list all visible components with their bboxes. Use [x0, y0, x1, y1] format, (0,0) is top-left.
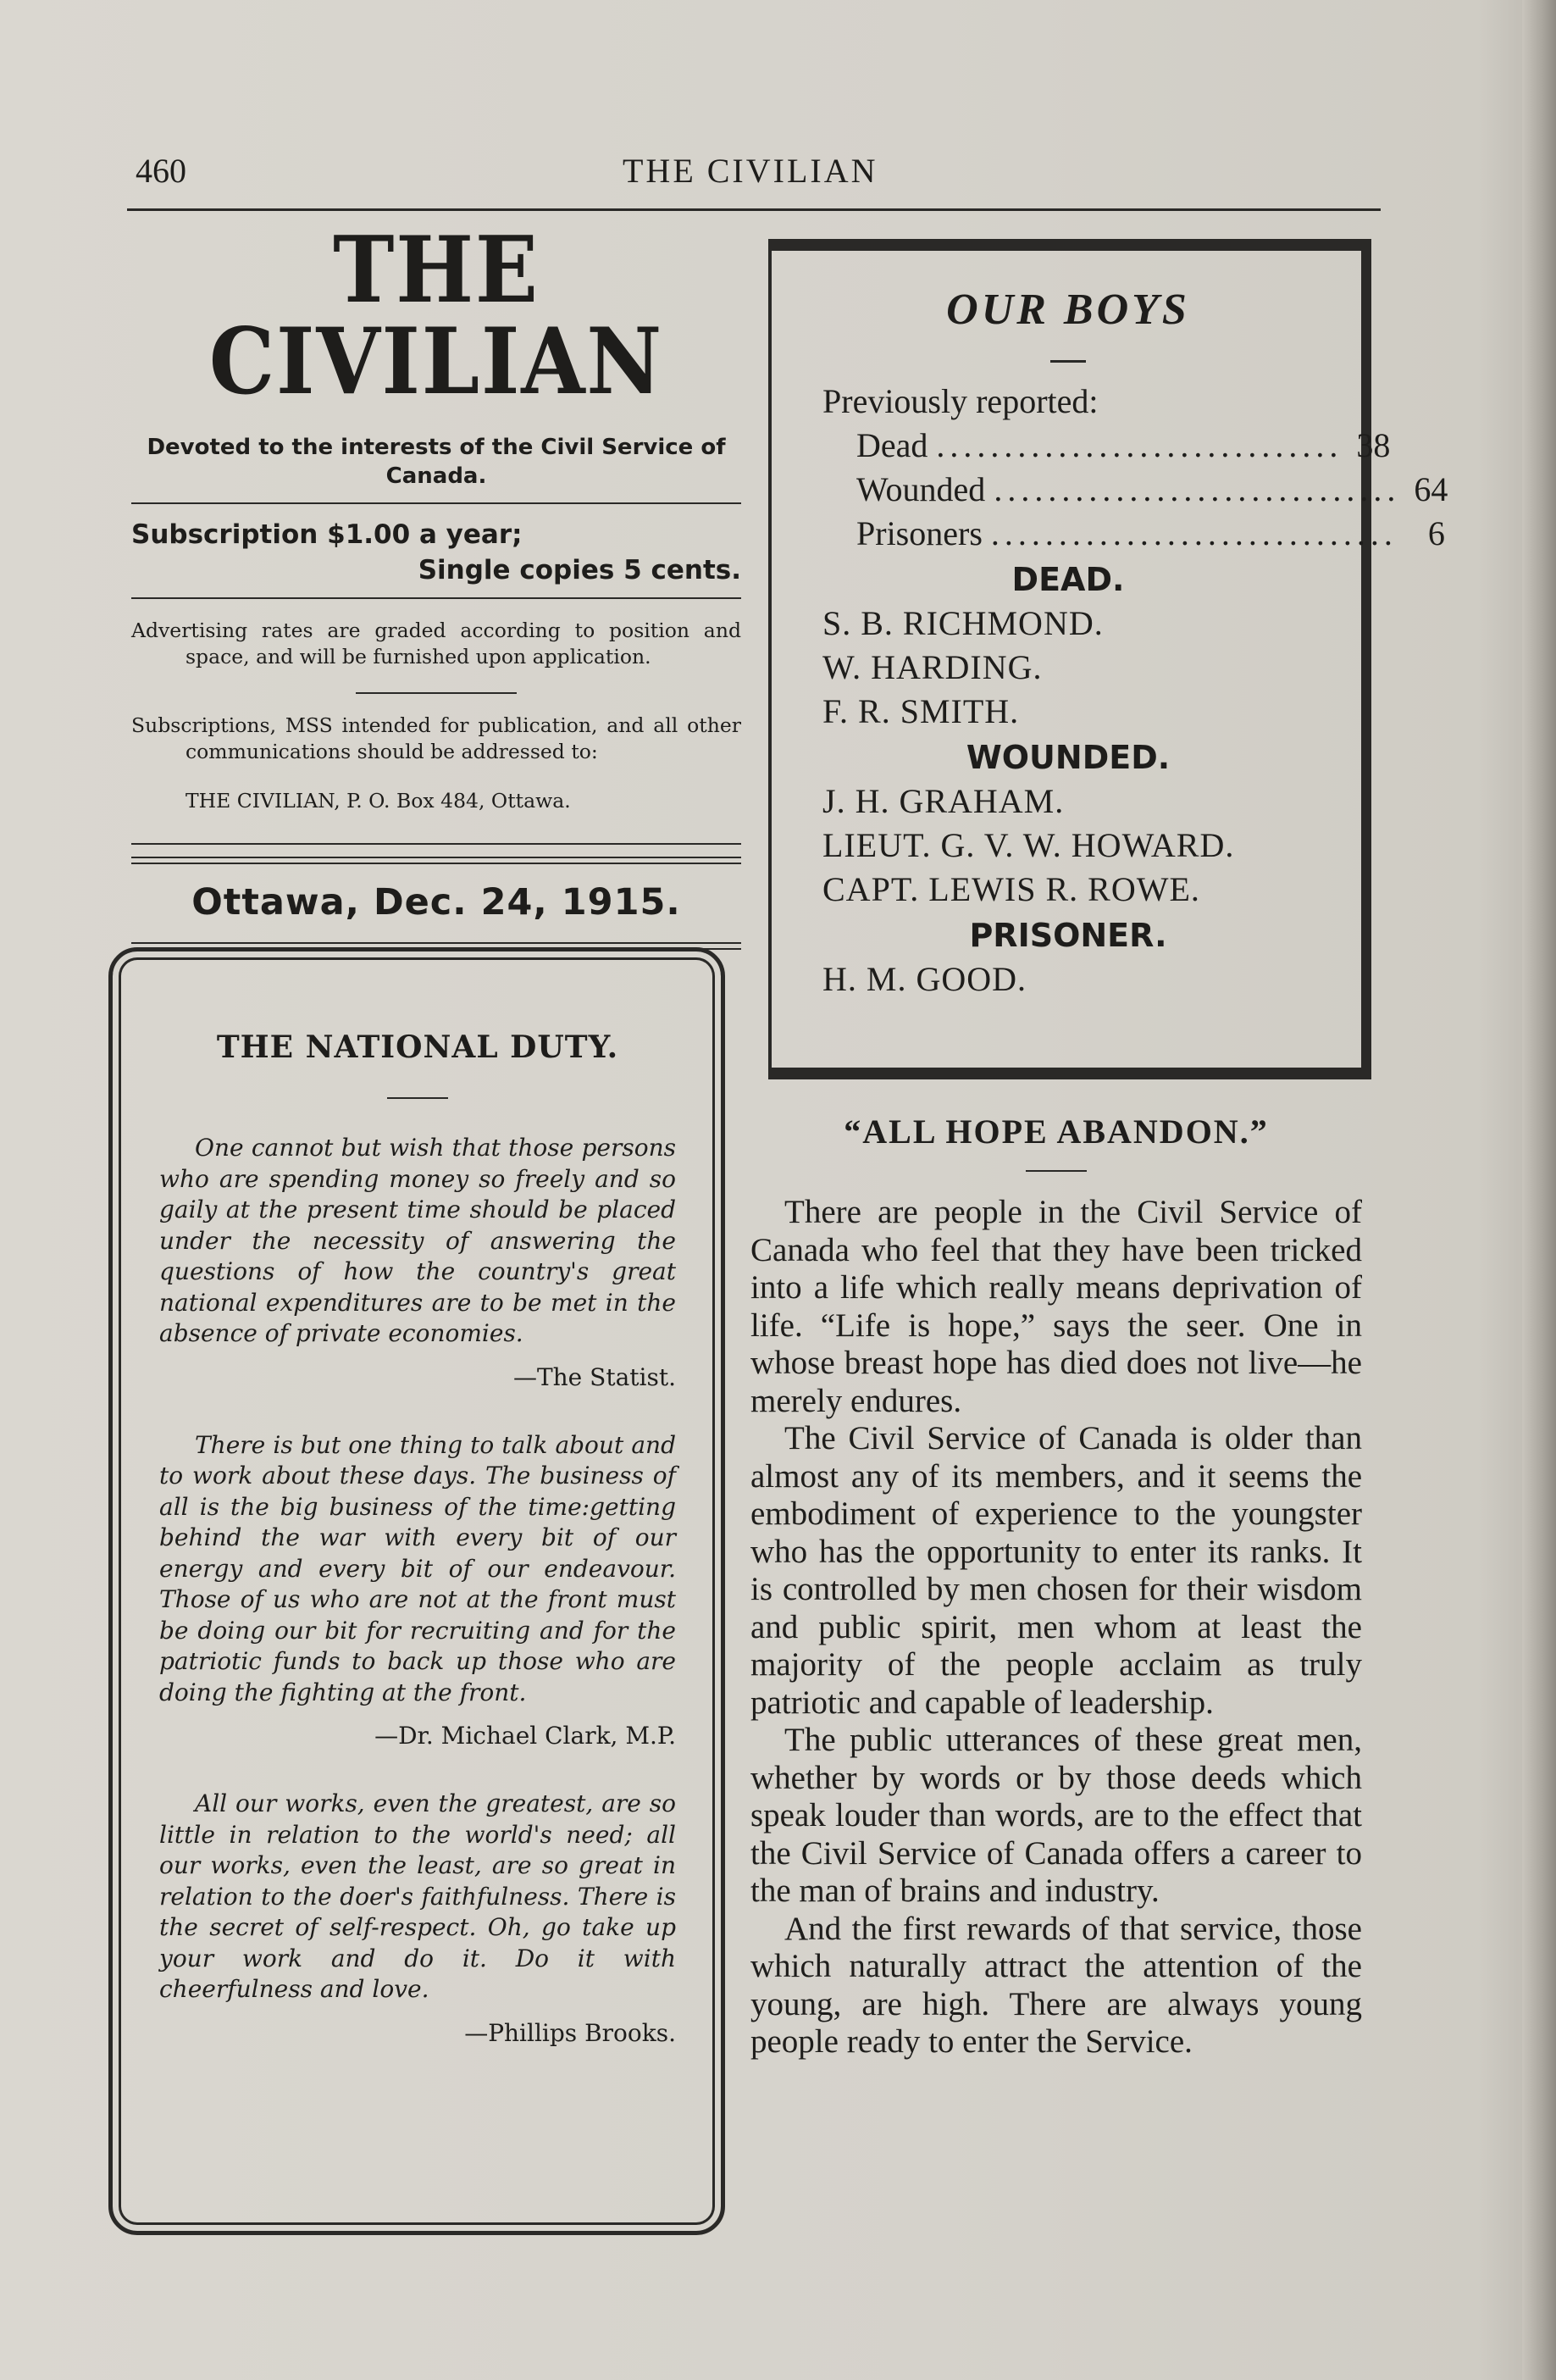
article-all-hope-abandon — [750, 1112, 1362, 2061]
count-row-dead — [822, 424, 1391, 468]
quote-attribution: —Dr. Michael Clark, M.P. — [374, 1722, 676, 1750]
previously-reported-label: Previously reported: — [822, 382, 1099, 420]
masthead-rule — [131, 843, 741, 845]
double-rule — [131, 857, 741, 864]
short-divider — [356, 692, 517, 694]
count-label: Dead — [856, 426, 928, 464]
dateline: Ottawa, Dec. 24, 1915. — [191, 881, 681, 924]
page-number: 460 — [136, 152, 186, 190]
article-paragraph: And the first rewards of that service, those which naturally attract the attention of the young, are high. There are always young people ready to enter the Service. — [750, 1910, 1362, 2060]
quote-attribution: —Phillips Brooks. — [464, 2018, 676, 2047]
count-row-wounded — [822, 468, 1448, 512]
masthead-rule — [131, 502, 741, 504]
our-boys-title: OUR BOYS — [946, 286, 1190, 334]
leader-dots: .............................. — [936, 426, 1343, 464]
casualty-name: J. H. GRAHAM. — [822, 782, 1065, 820]
count-value: 38 — [1356, 426, 1391, 464]
quote-text: All our works, even the greatest, are so little in relation to the world's need; all our works, even the least, are so great in relation to the doer's faithfulness. There is the secret of self-respect. Oh, go take up your work and do it. Do it with cheerfulness and love. — [159, 1789, 676, 2003]
casualty-name: H. M. GOOD. — [822, 960, 1027, 998]
title-dash — [387, 1097, 448, 1099]
casualty-name: W. HARDING. — [822, 648, 1043, 686]
title-dash — [1050, 360, 1086, 363]
running-title: THE CIVILIAN — [623, 152, 878, 190]
casualty-name: F. R. SMITH. — [822, 692, 1020, 730]
national-duty-box — [108, 947, 725, 2235]
subscription-price: Subscription $1.00 a year; — [131, 519, 523, 550]
wounded-heading: WOUNDED. — [966, 739, 1171, 776]
national-duty-title: THE NATIONAL DUTY. — [216, 1029, 619, 1065]
our-boys-box — [768, 239, 1448, 1079]
casualty-name: LIEUT. G. V. W. HOWARD. — [822, 826, 1235, 864]
quote-text: One cannot but wish that those persons who are spending money so freely and so gaily at the present time should be placed under the necessity of answering the questions of how the country's great national expenditures are to be met in the absence of private economies. — [159, 1134, 676, 1347]
advertising-note: Advertising rates are graded according to position and space, and will be furnished upon application. — [131, 619, 741, 669]
leader-dots: .............................. — [994, 470, 1401, 508]
article-paragraph: There are people in the Civil Service of Canada who feel that they have been tricked into a life which really means deprivation of life. “Life is hope,” says the seer. One in whose breast hope has died does not live—he merely endures. — [750, 1194, 1362, 1419]
quote-text: There is but one thing to talk about and to work about these days. The business of all is the big business of the time:getting behind the war with every bit of our energy and every bit of our endeavour. Those of us who are not at the front must be doing our bit for recruiting and for the patriotic funds to back up those who are doing the fighting at the front. — [159, 1430, 676, 1706]
masthead-tagline: Devoted to the interests of the Civil Service of Canada. — [147, 435, 726, 489]
our-boys-content — [822, 285, 1448, 1001]
casualty-name: S. B. RICHMOND. — [822, 604, 1104, 642]
mailing-address: THE CIVILIAN, P. O. Box 484, Ottawa. — [186, 789, 571, 813]
count-label: Prisoners — [856, 514, 983, 552]
single-copy-price: Single copies 5 cents. — [418, 555, 741, 585]
leader-dots: .............................. — [990, 514, 1398, 552]
casualty-name: CAPT. LEWIS R. ROWE. — [822, 870, 1200, 908]
page-spine-shadow — [1522, 0, 1556, 2380]
header-rule — [127, 208, 1381, 211]
count-value: 6 — [1427, 514, 1445, 552]
article-title: “ALL HOPE ABANDON.” — [844, 1112, 1269, 1151]
masthead-rule — [131, 597, 741, 599]
count-label: Wounded — [856, 470, 986, 508]
title-dash — [1026, 1170, 1087, 1172]
article-paragraph: The public utterances of these great men, whether by words or by those deeds which speak louder than words, are to the effect that the Civil Service of Canada offers a career to the man of brains and industry. — [750, 1722, 1362, 1909]
count-value: 64 — [1414, 470, 1448, 508]
count-row-prisoners — [822, 512, 1445, 556]
masthead-title: THE CIVILIAN — [208, 217, 664, 415]
article-paragraph: The Civil Service of Canada is older than almost any of its members, and it seems the embodiment of experience to the youngster who has the opportunity to enter its ranks. It is controlled by men chosen for their wisdom and public spirit, men whom at least the majority of the people acclaim as truly patriotic and capable of leadership. — [750, 1420, 1362, 1721]
masthead — [131, 217, 741, 950]
subscriptions-note: Subscriptions, MSS intended for publication, and all other communications should be addressed to: — [131, 713, 741, 763]
dead-heading: DEAD. — [1011, 561, 1125, 598]
prisoner-heading: PRISONER. — [969, 917, 1167, 954]
quote-attribution: —The Statist. — [512, 1362, 676, 1391]
national-duty-content — [159, 1029, 676, 2086]
